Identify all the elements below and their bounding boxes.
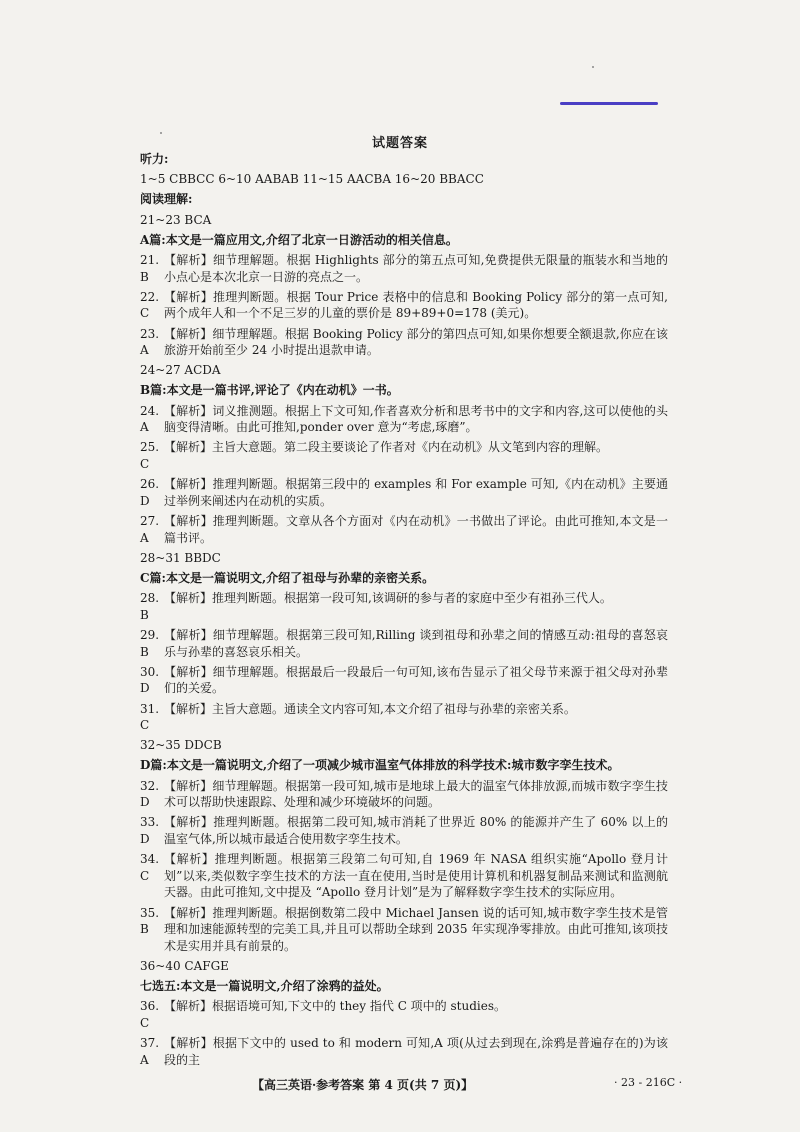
question-number: 27. A [140,514,160,545]
answer-range: 28~31 BBDC [140,550,221,565]
question-explanation: 【解析】主旨大意题。通读全文内容可知,本文介绍了祖母与孙辈的亲密关系。 [164,701,576,716]
question-explanation: 【解析】细节理解题。根据第三段可知,Rilling 谈到祖母和孙辈之间的情感互动:祖母的喜怒哀乐与孙辈的喜怒哀乐相关。 [164,627,668,659]
question-number: 33. D [140,815,160,847]
page-footer: 【高三英语·参考答案 第 4 页(共 7 页)】 [252,1078,474,1092]
question-item [140,403,668,436]
question-number: 28. B [140,591,160,622]
question-explanation: 【解析】根据语境可知,下文中的 they 指代 C 项中的 studies。 [164,999,506,1014]
question-number: 23. A [140,326,160,358]
question-explanation: 【解析】推理判断题。根据第三段中的 examples 和 For example 可知,《内在动机》主要通过举例来阐述内在动机的实质。 [164,477,668,508]
question-explanation: 【解析】推理判断题。根据倒数第二段中 Michael Jansen 说的话可知,城市数字孪生技术是管理和加速能源转型的完美工具,并且可以帮助全球到 2035 年实现净零排放。由此可推知,该项技术是实用并具有前景的。 [164,905,668,953]
question-explanation: 【解析】推理判断题。根据第二段可知,城市消耗了世界近 80% 的能源并产生了 60% 以上的温室气体,所以城市最适合使用数字孪生技术。 [164,815,668,847]
passage-intro: B篇:本文是一篇书评,评论了《内在动机》一书。 [140,383,399,398]
question-number: 36. C [140,999,160,1030]
question-explanation: 【解析】推理判断题。根据 Tour Price 表格中的信息和 Booking Policy 部分的第一点可知,两个成年人和一个不足三岁的儿童的票价是 89+89+0=178 (美元)。 [164,289,668,321]
question-number: 32. D [140,778,160,810]
question-explanation: 【解析】细节理解题。根据 Highlights 部分的第五点可知,免费提供无限量的瓶装水和当地的小点心是本次北京一日游的亮点之一。 [164,252,668,284]
question-item [140,439,668,472]
question-item [140,905,668,955]
question-number: 21. B [140,252,160,284]
question-item [140,1035,668,1068]
question-explanation: 【解析】细节理解题。根据 Booking Policy 部分的第四点可知,如果你想要全额退款,你应在该旅游开始前至少 24 小时提出退款申请。 [164,326,668,358]
question-number: 35. B [140,905,160,937]
question-number: 37. A [140,1036,160,1067]
question-item [140,814,668,847]
question-item [140,998,668,1031]
question-number: 24. A [140,403,160,435]
question-explanation: 【解析】主旨大意题。第二段主要谈论了作者对《内在动机》从文笔到内容的理解。 [164,440,609,455]
question-number: 30. D [140,664,160,696]
question-item [140,627,668,660]
answer-range: 36~40 CAFGE [140,958,229,973]
answer-range: 32~35 DDCB [140,738,222,753]
question-item [140,701,668,734]
section-label-listening: 听力: [140,152,169,166]
question-item [140,590,668,623]
question-explanation: 【解析】词义推测题。根据上下文可知,作者喜欢分析和思考书中的文字和内容,这可以使他的头脑变得清晰。由此可推知,ponder over 意为“考虑,琢磨”。 [164,403,668,435]
question-item [140,851,668,901]
question-explanation: 【解析】推理判断题。根据第三段第二句可知,自 1969 年 NASA 组织实施“Apollo 登月计划”以来,类似数字孪生技术的方法一直在使用,当时是使用计算机和机器复制品来测试和监测航天器。由此可推知,文中提及 “Apollo 登月计划”是为了解释数字孪生技术的实际应用。 [164,852,668,900]
question-item [140,252,668,285]
answer-range: 24~27 ACDA [140,363,221,378]
question-item [140,778,668,811]
question-explanation: 【解析】推理判断题。文章从各个方面对《内在动机》一书做出了评论。由此可推知,本文是一篇书评。 [164,514,668,545]
question-item [140,476,668,509]
question-number: 22. C [140,289,160,321]
question-number: 34. C [140,852,160,883]
speck [592,66,594,68]
pen-mark [560,102,658,105]
answer-content [140,151,668,1072]
page-title: 试题答案 [371,136,428,151]
question-item [140,513,668,546]
passage-intro: A篇:本文是一篇应用文,介绍了北京一日游活动的相关信息。 [140,232,458,247]
question-item [140,326,668,359]
question-item [140,664,668,697]
section-label-reading: 阅读理解: [140,192,193,207]
question-explanation: 【解析】推理判断题。根据第一段可知,该调研的参与者的家庭中至少有祖孙三代人。 [164,591,612,606]
answer-range: 21~23 BCA [140,212,212,227]
question-explanation: 【解析】细节理解题。根据第一段可知,城市是地球上最大的温室气体排放源,而城市数字孪生技术可以帮助快速跟踪、处理和减少环境破坏的问题。 [164,778,668,810]
listening-answers: 1~5 CBBCC 6~10 AABAB 11~15 AACBA 16~20 BBACC [140,172,484,187]
question-explanation: 【解析】根据下文中的 used to 和 modern 可知,A 项(从过去到现在,涂鸦是普遍存在的)为该段的主 [164,1036,668,1067]
passage-intro: 七选五:本文是一篇说明文,介绍了涂鸦的益处。 [140,979,389,994]
passage-intro: D篇:本文是一篇说明文,介绍了一项减少城市温室气体排放的科学技术:城市数字孪生技术。 [140,758,620,773]
question-item [140,289,668,322]
question-number: 31. C [140,701,160,733]
question-number: 26. D [140,477,160,508]
paper-code: · 23 - 216C · [614,1076,683,1089]
question-number: 25. C [140,440,160,472]
question-number: 29. B [140,627,160,659]
passage-intro: C篇:本文是一篇说明文,介绍了祖母与孙辈的亲密关系。 [140,570,435,585]
question-explanation: 【解析】细节理解题。根据最后一段最后一句可知,该布告显示了祖父母节来源于祖父母对孙辈们的关爱。 [164,664,668,696]
